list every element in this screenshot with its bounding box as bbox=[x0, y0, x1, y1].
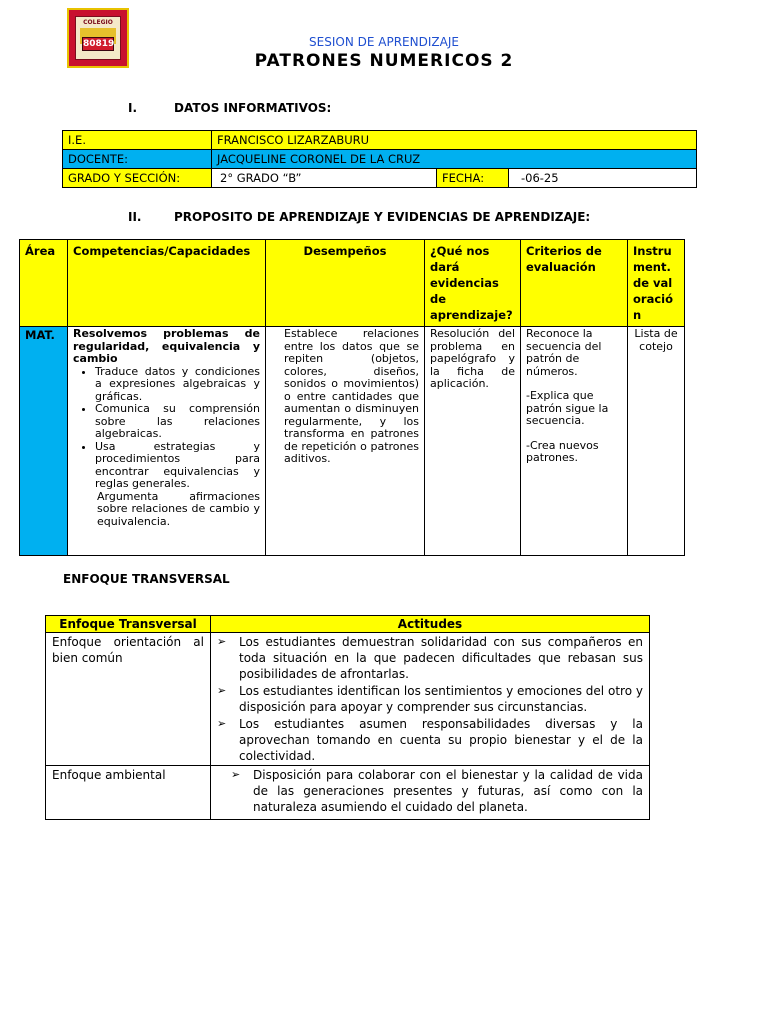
arrow-bullet-icon: ➢ bbox=[217, 717, 227, 730]
header-competencias: Competencias/Capacidades bbox=[68, 240, 266, 327]
argumenta-text: Argumenta afirmaciones sobre relaciones de cambio y equivalencia. bbox=[97, 489, 260, 528]
logo-number: 80819 bbox=[83, 39, 115, 49]
docente-label: DOCENTE: bbox=[63, 150, 212, 169]
enfoque-name: Enfoque ambiental bbox=[46, 766, 211, 820]
header-area: Área bbox=[20, 240, 68, 327]
criterios-cell bbox=[521, 327, 628, 556]
criterio-item: -Crea nuevos patrones. bbox=[526, 438, 599, 464]
criterio-item: -Explica que patrón sigue la secuencia. bbox=[526, 389, 609, 427]
fecha-value: -06-25 bbox=[509, 169, 697, 188]
actitudes-cell bbox=[211, 633, 650, 766]
document-title: PATRONES NUMERICOS 2 bbox=[254, 51, 514, 71]
ie-label: I.E. bbox=[63, 131, 212, 150]
fecha-label: FECHA: bbox=[437, 169, 509, 188]
section2-title: PROPOSITO DE APRENDIZAJE Y EVIDENCIAS DE APRENDIZAJE: bbox=[174, 210, 591, 224]
capacidad-item: • Usa estrategias y procedimientos para encontrar equivalencias y reglas generales. bbox=[95, 441, 260, 491]
header-criterios: Criterios de evaluación bbox=[521, 240, 628, 327]
logo-top-text: COLEGIO bbox=[83, 19, 113, 26]
actitud-item bbox=[217, 716, 643, 764]
desempeno-cell: Establece relaciones entre los datos que se repiten (objetos, colores, diseños, sonidos o movimientos) o entre cantidades que aumentan o disminuyen regularmente, y los transforma en patrones de repetición o patrones aditivos. bbox=[266, 327, 425, 556]
area-cell: MAT. bbox=[20, 327, 68, 556]
header-instrumento: Instrument. de valoración bbox=[628, 240, 685, 327]
evidencia-cell: Resolución del problema en papelógrafo y la ficha de aplicación. bbox=[425, 327, 521, 556]
section1-number: I. bbox=[128, 101, 138, 115]
actitud-item bbox=[217, 683, 643, 715]
actitudes-cell bbox=[211, 766, 650, 820]
actitud-text: Disposición para colaborar con el bienestar y la calidad de vida de las generaciones presentes y futuras, así como con la naturaleza asumiendo el cuidado del planeta. bbox=[253, 768, 643, 814]
capacidad-item: • Traduce datos y condiciones a expresiones algebraicas y gráficas. bbox=[95, 366, 260, 404]
actitud-item bbox=[217, 634, 643, 682]
enfoque-name: Enfoque orientación al bien común bbox=[46, 633, 211, 766]
competencia-cell bbox=[68, 327, 266, 556]
header-enfoque: Enfoque Transversal bbox=[46, 616, 211, 633]
docente-value: JACQUELINE CORONEL DE LA CRUZ bbox=[212, 150, 697, 169]
header-desempenos: Desempeños bbox=[266, 240, 425, 327]
document-subtitle: SESION DE APRENDIZAJE bbox=[309, 35, 459, 49]
header-actitudes: Actitudes bbox=[211, 616, 650, 633]
arrow-bullet-icon: ➢ bbox=[217, 684, 227, 697]
capacidades-list bbox=[73, 366, 260, 491]
section2-number: II. bbox=[128, 210, 142, 224]
actitud-item bbox=[217, 767, 643, 815]
ie-value: FRANCISCO LIZARZABURU bbox=[212, 131, 697, 150]
competencia-title: Resolvemos problemas de regularidad, equivalencia y cambio bbox=[73, 327, 260, 365]
grado-value: 2° GRADO “B” bbox=[212, 169, 437, 188]
section1-title: DATOS INFORMATIVOS: bbox=[174, 101, 332, 115]
datos-table bbox=[62, 130, 697, 188]
actitud-text: Los estudiantes demuestran solidaridad con sus compañeros en toda situación en la que padecen dificultades que rebasan sus posibilidades de afrontarlas. bbox=[239, 635, 643, 681]
enfoque-section-title: ENFOQUE TRANSVERSAL bbox=[63, 572, 230, 586]
grado-label: GRADO Y SECCIÓN: bbox=[63, 169, 212, 188]
criterio-item: Reconoce la secuencia del patrón de números. bbox=[526, 327, 602, 378]
arrow-bullet-icon: ➢ bbox=[217, 635, 227, 648]
capacidad-item: • Comunica su comprensión sobre las relaciones algebraicas. bbox=[95, 403, 260, 441]
proposito-table bbox=[19, 239, 685, 556]
arrow-bullet-icon: ➢ bbox=[231, 768, 241, 781]
enfoque-table bbox=[45, 615, 650, 820]
instrumento-cell: Lista de cotejo bbox=[628, 327, 685, 556]
actitud-text: Los estudiantes identifican los sentimientos y emociones del otro y disposición para apoyar y comprender sus circunstancias. bbox=[239, 684, 643, 714]
actitud-text: Los estudiantes asumen responsabilidades diversas y la aprovechan tomando en cuenta su propio bienestar y el de la colectividad. bbox=[239, 717, 643, 763]
header-evidencias: ¿Qué nos dará evidencias de aprendizaje? bbox=[425, 240, 521, 327]
